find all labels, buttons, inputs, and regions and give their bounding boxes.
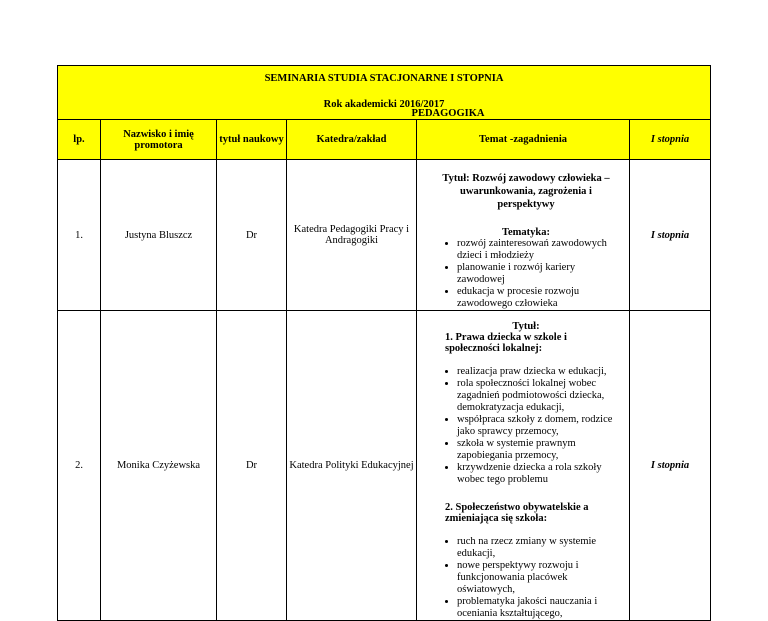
- topic-label: Tematyka:: [501, 227, 551, 238]
- row-level: I stopnia: [630, 311, 711, 621]
- row-lp: 2.: [58, 311, 101, 621]
- seminar-table: [57, 65, 711, 621]
- topic-title: Tytuł: Rozwój zawodowy człowieka – uwarunkowania, zagrożenia i perspektywy: [442, 173, 610, 210]
- banner-title: SEMINARIA STUDIA STACJONARNE I STOPNIA: [264, 73, 504, 84]
- list-item: • krzywdzenie dziecka a rola szkoły wobec tego problemu: [457, 462, 621, 486]
- list-item: • współpraca szkoły z domem, rodzice jako sprawcy przemocy,: [457, 414, 621, 438]
- row-level: I stopnia: [630, 160, 711, 311]
- row-lp: 1.: [58, 160, 101, 311]
- academic-year: Rok akademicki 2016/2017: [323, 99, 445, 110]
- list-item: • edukacja w procesie rozwoju zawodowego człowieka: [457, 286, 621, 310]
- header-topic: Temat -zagadnienia: [479, 134, 567, 145]
- list-item: • realizacja praw dziecka w edukacji,: [457, 366, 621, 378]
- list-item: • szkoła w systemie prawnym zapobiegania przemocy,: [457, 438, 621, 462]
- list-item: • planowanie i rozwój kariery zawodowej: [457, 262, 621, 286]
- header-row: [58, 120, 711, 160]
- row-dept: Katedra Polityki Edukacyjnej: [287, 311, 417, 621]
- list-item: • ruch na rzecz zmiany w systemie edukacji,: [457, 536, 621, 560]
- row-name: Monika Czyżewska: [101, 311, 217, 621]
- row-dept: Katedra Pedagogiki Pracy i Andragogiki: [287, 160, 417, 311]
- row-topic: [417, 160, 630, 311]
- seminar-document: [57, 65, 710, 621]
- section-number: 1.: [445, 332, 453, 343]
- field-of-study: PEDAGOGIKA: [411, 108, 485, 119]
- section-bullets: [431, 366, 621, 486]
- section-title: Prawa dziecka w szkole i społeczności lokalnej:: [445, 332, 567, 354]
- row-title: Dr: [217, 311, 287, 621]
- header-title: tytuł naukowy: [217, 120, 287, 160]
- list-item: • rozwój zainteresowań zawodowych dzieci i młodzieży: [457, 238, 621, 262]
- header-level: I stopnia: [630, 120, 711, 160]
- topic-label: Tytuł:: [512, 321, 540, 332]
- section-number: 2.: [445, 502, 453, 513]
- row-title: Dr: [217, 160, 287, 311]
- table-row: [58, 311, 711, 621]
- header-name: Nazwisko i imię promotora: [101, 120, 217, 160]
- list-item: • nowe perspektywy rozwoju i funkcjonowania placówek oświatowych,: [457, 560, 621, 596]
- section-bullets: [431, 536, 621, 620]
- section-heading: [431, 502, 621, 524]
- header-topic-cell: [411, 108, 630, 160]
- list-item: • rola społeczności lokalnej wobec zagadnień podmiotowości dziecka, demokratyzacja edukacji,: [457, 378, 621, 414]
- section-heading: [431, 332, 621, 354]
- row-name: Justyna Bluszcz: [101, 160, 217, 311]
- section-title: Społeczeństwo obywatelskie a zmieniająca się szkoła:: [445, 502, 589, 524]
- list-item: • problematyka jakości nauczania i oceniania kształtującego,: [457, 596, 621, 620]
- header-lp: lp.: [58, 120, 101, 160]
- row-topic: [417, 311, 630, 621]
- table-row: [58, 160, 711, 311]
- topic-bullets: [431, 238, 621, 310]
- header-dept: Katedra/zakład: [287, 120, 417, 160]
